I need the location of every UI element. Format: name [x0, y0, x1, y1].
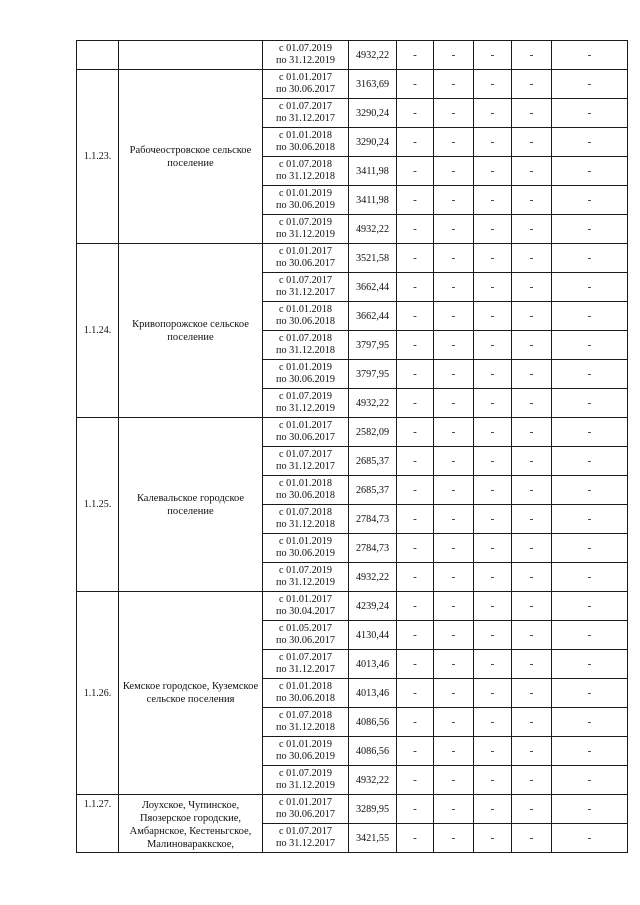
dash-cell: -: [397, 99, 434, 128]
period-end: по 31.12.2019: [276, 55, 335, 66]
period-cell: [263, 708, 349, 737]
period-start: с 01.07.2018: [279, 333, 332, 344]
dash-cell: -: [512, 621, 552, 650]
period-start: с 01.01.2017: [279, 246, 332, 257]
period-cell: [263, 679, 349, 708]
dash-cell: -: [474, 534, 512, 563]
dash-cell: -: [474, 273, 512, 302]
dash-cell: -: [397, 389, 434, 418]
dash-cell: -: [552, 476, 628, 505]
dash-cell: -: [434, 679, 474, 708]
period-cell: [263, 389, 349, 418]
period-end: по 31.12.2017: [276, 113, 335, 124]
dash-cell: -: [397, 766, 434, 795]
dash-cell: -: [552, 563, 628, 592]
period-cell: [263, 563, 349, 592]
tariff-value-cell: 2582,09: [349, 418, 397, 447]
dash-cell: -: [552, 70, 628, 99]
dash-cell: -: [474, 99, 512, 128]
row-number-cell: 1.1.25.: [77, 418, 119, 592]
period-start: с 01.07.2019: [279, 391, 332, 402]
tariff-value-cell: 3290,24: [349, 128, 397, 157]
dash-cell: -: [512, 273, 552, 302]
dash-cell: -: [512, 157, 552, 186]
dash-cell: -: [397, 157, 434, 186]
period-start: с 01.01.2019: [279, 536, 332, 547]
dash-cell: -: [474, 186, 512, 215]
period-end: по 30.06.2019: [276, 200, 335, 211]
period-start: с 01.07.2017: [279, 826, 332, 837]
dash-cell: -: [552, 795, 628, 824]
period-start: с 01.01.2018: [279, 681, 332, 692]
dash-cell: -: [512, 128, 552, 157]
tariff-value-cell: 3411,98: [349, 157, 397, 186]
period-cell: [263, 650, 349, 679]
period-start: с 01.01.2017: [279, 72, 332, 83]
table-row: [77, 70, 628, 99]
dash-cell: -: [397, 679, 434, 708]
period-cell: [263, 360, 349, 389]
dash-cell: -: [512, 824, 552, 853]
period-end: по 30.06.2018: [276, 142, 335, 153]
period-cell: [263, 766, 349, 795]
settlement-name-cell: Кемское городское, Куземское сельское поселения: [119, 592, 263, 795]
period-cell: [263, 737, 349, 766]
dash-cell: -: [552, 244, 628, 273]
dash-cell: -: [397, 795, 434, 824]
period-start: с 01.07.2017: [279, 449, 332, 460]
dash-cell: -: [434, 70, 474, 99]
dash-cell: -: [397, 563, 434, 592]
dash-cell: -: [474, 476, 512, 505]
period-cell: [263, 505, 349, 534]
dash-cell: -: [552, 418, 628, 447]
dash-cell: -: [397, 708, 434, 737]
period-end: по 30.06.2019: [276, 548, 335, 559]
period-end: по 31.12.2018: [276, 722, 335, 733]
period-start: с 01.01.2017: [279, 797, 332, 808]
dash-cell: -: [512, 447, 552, 476]
period-start: с 01.07.2019: [279, 565, 332, 576]
dash-cell: -: [434, 476, 474, 505]
dash-cell: -: [397, 737, 434, 766]
period-end: по 30.06.2019: [276, 751, 335, 762]
period-start: с 01.07.2017: [279, 275, 332, 286]
tariff-value-cell: 3289,95: [349, 795, 397, 824]
tariff-value-cell: 3521,58: [349, 244, 397, 273]
settlement-name-cell: Кривопорожское сельское поселение: [119, 244, 263, 418]
dash-cell: -: [434, 157, 474, 186]
period-cell: [263, 70, 349, 99]
dash-cell: -: [397, 505, 434, 534]
period-end: по 31.12.2017: [276, 287, 335, 298]
dash-cell: -: [434, 128, 474, 157]
period-cell: [263, 592, 349, 621]
dash-cell: -: [552, 41, 628, 70]
tariff-value-cell: 2784,73: [349, 505, 397, 534]
dash-cell: -: [434, 795, 474, 824]
dash-cell: -: [397, 186, 434, 215]
tariff-value-cell: 3662,44: [349, 273, 397, 302]
dash-cell: -: [434, 41, 474, 70]
dash-cell: -: [397, 621, 434, 650]
period-cell: [263, 302, 349, 331]
period-cell: [263, 41, 349, 70]
table-row: [77, 795, 628, 824]
dash-cell: -: [474, 244, 512, 273]
dash-cell: -: [512, 708, 552, 737]
period-end: по 31.12.2019: [276, 780, 335, 791]
dash-cell: -: [512, 795, 552, 824]
period-start: с 01.07.2018: [279, 159, 332, 170]
period-end: по 31.12.2017: [276, 461, 335, 472]
dash-cell: -: [434, 99, 474, 128]
dash-cell: -: [434, 215, 474, 244]
dash-cell: -: [474, 302, 512, 331]
dash-cell: -: [512, 476, 552, 505]
period-start: с 01.01.2019: [279, 739, 332, 750]
dash-cell: -: [512, 679, 552, 708]
dash-cell: -: [434, 824, 474, 853]
dash-cell: -: [474, 360, 512, 389]
period-cell: [263, 534, 349, 563]
period-cell: [263, 621, 349, 650]
dash-cell: -: [397, 244, 434, 273]
dash-cell: -: [474, 650, 512, 679]
dash-cell: -: [552, 157, 628, 186]
dash-cell: -: [512, 766, 552, 795]
period-end: по 31.12.2018: [276, 171, 335, 182]
dash-cell: -: [397, 128, 434, 157]
dash-cell: -: [552, 766, 628, 795]
dash-cell: -: [434, 737, 474, 766]
tariff-document-page: [76, 40, 606, 853]
dash-cell: -: [397, 534, 434, 563]
row-number-cell: [77, 41, 119, 70]
period-end: по 31.12.2019: [276, 577, 335, 588]
tariff-table: [76, 40, 628, 853]
period-end: по 31.12.2018: [276, 345, 335, 356]
tariff-value-cell: 4932,22: [349, 563, 397, 592]
dash-cell: -: [397, 331, 434, 360]
tariff-value-cell: 3797,95: [349, 331, 397, 360]
tariff-value-cell: 4932,22: [349, 41, 397, 70]
dash-cell: -: [552, 447, 628, 476]
period-start: с 01.07.2017: [279, 101, 332, 112]
period-end: по 31.12.2019: [276, 403, 335, 414]
dash-cell: -: [552, 215, 628, 244]
period-cell: [263, 795, 349, 824]
dash-cell: -: [397, 273, 434, 302]
dash-cell: -: [474, 505, 512, 534]
dash-cell: -: [552, 592, 628, 621]
dash-cell: -: [434, 186, 474, 215]
dash-cell: -: [434, 505, 474, 534]
dash-cell: -: [397, 447, 434, 476]
dash-cell: -: [552, 273, 628, 302]
table-row: [77, 244, 628, 273]
period-start: с 01.07.2018: [279, 710, 332, 721]
period-end: по 30.06.2017: [276, 84, 335, 95]
dash-cell: -: [512, 360, 552, 389]
tariff-value-cell: 4932,22: [349, 766, 397, 795]
dash-cell: -: [397, 360, 434, 389]
dash-cell: -: [512, 650, 552, 679]
dash-cell: -: [474, 766, 512, 795]
dash-cell: -: [474, 447, 512, 476]
settlement-name-cell: [119, 41, 263, 70]
dash-cell: -: [552, 389, 628, 418]
dash-cell: -: [552, 650, 628, 679]
period-cell: [263, 128, 349, 157]
period-end: по 31.12.2018: [276, 519, 335, 530]
dash-cell: -: [552, 331, 628, 360]
dash-cell: -: [474, 157, 512, 186]
tariff-value-cell: 2685,37: [349, 476, 397, 505]
dash-cell: -: [552, 505, 628, 534]
tariff-value-cell: 3797,95: [349, 360, 397, 389]
dash-cell: -: [512, 592, 552, 621]
dash-cell: -: [552, 708, 628, 737]
period-cell: [263, 331, 349, 360]
table-row: [77, 41, 628, 70]
dash-cell: -: [552, 99, 628, 128]
dash-cell: -: [552, 737, 628, 766]
dash-cell: -: [512, 418, 552, 447]
period-cell: [263, 186, 349, 215]
period-end: по 30.06.2018: [276, 693, 335, 704]
tariff-value-cell: 4086,56: [349, 737, 397, 766]
dash-cell: -: [397, 418, 434, 447]
dash-cell: -: [474, 737, 512, 766]
table-row: [77, 592, 628, 621]
row-number-cell: 1.1.27.: [77, 795, 119, 853]
period-end: по 30.06.2017: [276, 432, 335, 443]
dash-cell: -: [397, 592, 434, 621]
dash-cell: -: [474, 215, 512, 244]
dash-cell: -: [434, 389, 474, 418]
period-start: с 01.01.2017: [279, 420, 332, 431]
period-cell: [263, 824, 349, 853]
dash-cell: -: [474, 592, 512, 621]
row-number-cell: 1.1.24.: [77, 244, 119, 418]
period-end: по 30.06.2017: [276, 635, 335, 646]
period-cell: [263, 476, 349, 505]
dash-cell: -: [474, 679, 512, 708]
dash-cell: -: [474, 128, 512, 157]
dash-cell: -: [474, 824, 512, 853]
settlement-name-cell: Лоухское, Чупинское, Пяозерское городские, Амбарнское, Кестеньгское, Малиновараккское,: [119, 795, 263, 853]
tariff-value-cell: 4013,46: [349, 679, 397, 708]
period-end: по 30.06.2019: [276, 374, 335, 385]
dash-cell: -: [512, 215, 552, 244]
tariff-value-cell: 4086,56: [349, 708, 397, 737]
dash-cell: -: [552, 621, 628, 650]
period-start: с 01.05.2017: [279, 623, 332, 634]
dash-cell: -: [512, 563, 552, 592]
tariff-value-cell: 4239,24: [349, 592, 397, 621]
dash-cell: -: [434, 563, 474, 592]
dash-cell: -: [434, 331, 474, 360]
dash-cell: -: [434, 273, 474, 302]
dash-cell: -: [434, 621, 474, 650]
dash-cell: -: [512, 534, 552, 563]
period-cell: [263, 273, 349, 302]
period-end: по 30.04.2017: [276, 606, 335, 617]
dash-cell: -: [512, 186, 552, 215]
tariff-value-cell: 3421,55: [349, 824, 397, 853]
period-start: с 01.01.2019: [279, 188, 332, 199]
dash-cell: -: [397, 476, 434, 505]
settlement-name-cell: Калевальское городское поселение: [119, 418, 263, 592]
period-start: с 01.01.2019: [279, 362, 332, 373]
dash-cell: -: [552, 128, 628, 157]
period-start: с 01.01.2018: [279, 478, 332, 489]
dash-cell: -: [434, 360, 474, 389]
period-end: по 30.06.2018: [276, 490, 335, 501]
dash-cell: -: [434, 244, 474, 273]
period-cell: [263, 418, 349, 447]
period-end: по 31.12.2017: [276, 838, 335, 849]
dash-cell: -: [434, 592, 474, 621]
dash-cell: -: [474, 389, 512, 418]
period-cell: [263, 99, 349, 128]
dash-cell: -: [397, 302, 434, 331]
dash-cell: -: [474, 418, 512, 447]
dash-cell: -: [474, 563, 512, 592]
dash-cell: -: [397, 650, 434, 679]
tariff-value-cell: 4013,46: [349, 650, 397, 679]
dash-cell: -: [552, 679, 628, 708]
period-start: с 01.01.2018: [279, 304, 332, 315]
period-end: по 31.12.2017: [276, 664, 335, 675]
dash-cell: -: [434, 302, 474, 331]
dash-cell: -: [474, 795, 512, 824]
tariff-value-cell: 4130,44: [349, 621, 397, 650]
dash-cell: -: [474, 621, 512, 650]
period-start: с 01.01.2017: [279, 594, 332, 605]
dash-cell: -: [512, 389, 552, 418]
dash-cell: -: [512, 737, 552, 766]
dash-cell: -: [552, 534, 628, 563]
period-end: по 30.06.2017: [276, 258, 335, 269]
dash-cell: -: [434, 708, 474, 737]
dash-cell: -: [434, 447, 474, 476]
dash-cell: -: [474, 70, 512, 99]
dash-cell: -: [512, 331, 552, 360]
tariff-value-cell: 3290,24: [349, 99, 397, 128]
period-cell: [263, 244, 349, 273]
settlement-name-cell: Рабочеостровское сельское поселение: [119, 70, 263, 244]
period-start: с 01.07.2019: [279, 768, 332, 779]
tariff-value-cell: 2685,37: [349, 447, 397, 476]
dash-cell: -: [397, 70, 434, 99]
dash-cell: -: [512, 70, 552, 99]
dash-cell: -: [512, 302, 552, 331]
period-start: с 01.07.2019: [279, 43, 332, 54]
dash-cell: -: [397, 824, 434, 853]
tariff-table-body: [77, 41, 628, 853]
period-cell: [263, 215, 349, 244]
tariff-value-cell: 3662,44: [349, 302, 397, 331]
period-end: по 30.06.2018: [276, 316, 335, 327]
dash-cell: -: [474, 41, 512, 70]
period-end: по 30.06.2017: [276, 809, 335, 820]
period-cell: [263, 157, 349, 186]
tariff-value-cell: 4932,22: [349, 389, 397, 418]
dash-cell: -: [397, 215, 434, 244]
period-start: с 01.01.2018: [279, 130, 332, 141]
table-row: [77, 418, 628, 447]
tariff-value-cell: 3411,98: [349, 186, 397, 215]
dash-cell: -: [552, 360, 628, 389]
dash-cell: -: [474, 708, 512, 737]
dash-cell: -: [552, 302, 628, 331]
row-number-cell: 1.1.23.: [77, 70, 119, 244]
tariff-value-cell: 4932,22: [349, 215, 397, 244]
period-end: по 31.12.2019: [276, 229, 335, 240]
dash-cell: -: [512, 505, 552, 534]
tariff-value-cell: 3163,69: [349, 70, 397, 99]
dash-cell: -: [434, 418, 474, 447]
dash-cell: -: [512, 99, 552, 128]
period-start: с 01.07.2017: [279, 652, 332, 663]
period-start: с 01.07.2018: [279, 507, 332, 518]
tariff-value-cell: 2784,73: [349, 534, 397, 563]
dash-cell: -: [552, 186, 628, 215]
period-cell: [263, 447, 349, 476]
dash-cell: -: [552, 824, 628, 853]
dash-cell: -: [434, 534, 474, 563]
dash-cell: -: [434, 766, 474, 795]
dash-cell: -: [512, 41, 552, 70]
row-number-cell: 1.1.26.: [77, 592, 119, 795]
dash-cell: -: [512, 244, 552, 273]
period-start: с 01.07.2019: [279, 217, 332, 228]
dash-cell: -: [474, 331, 512, 360]
dash-cell: -: [434, 650, 474, 679]
dash-cell: -: [397, 41, 434, 70]
